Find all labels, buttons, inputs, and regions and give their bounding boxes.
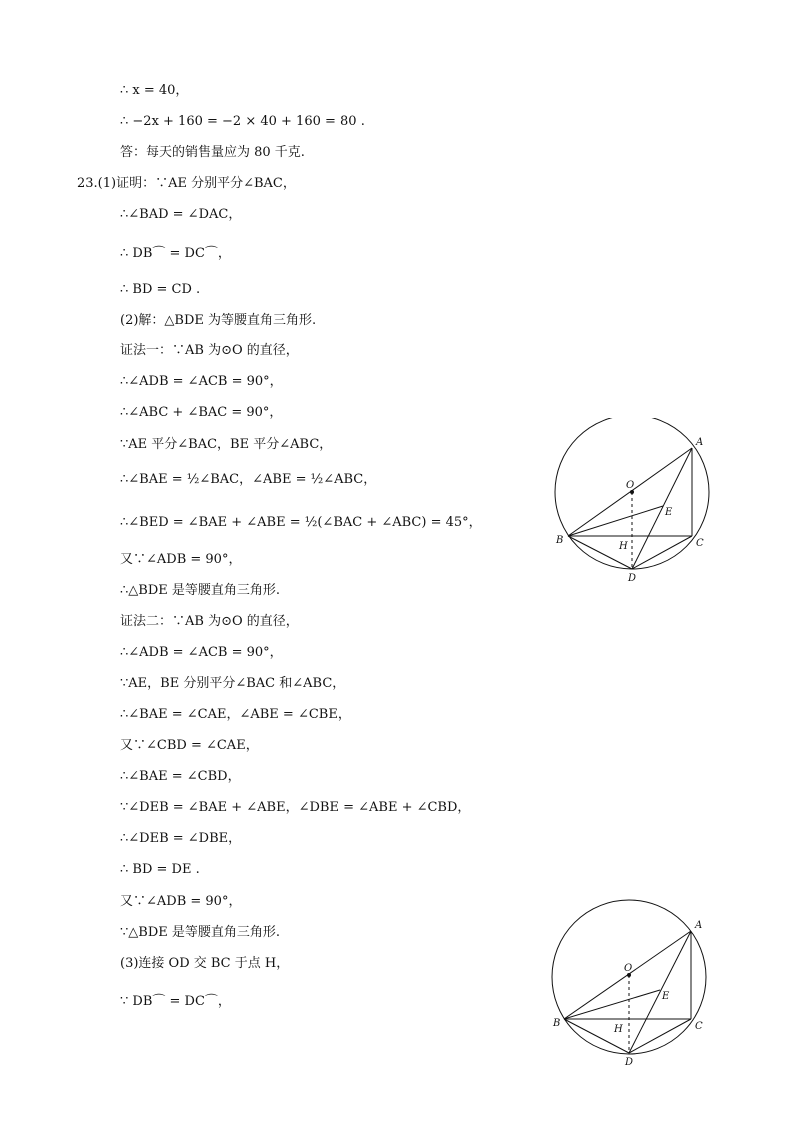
label-d: D <box>628 573 637 584</box>
line-29: ∵ DB⌒ = DC⌒， <box>120 994 231 1009</box>
line-21: 又∵∠CBD = ∠CAE， <box>120 738 259 753</box>
segment-ad <box>629 931 691 1053</box>
label-b: B <box>553 1018 561 1029</box>
label-e: E <box>665 507 673 518</box>
line-24: ∴∠DEB = ∠DBE， <box>120 831 242 846</box>
line-15: 又∵∠ADB = 90°， <box>120 552 242 567</box>
geometry-figure-1 <box>546 418 726 588</box>
line-12: ∵AE 平分∠BAC，BE 平分∠ABC， <box>120 437 333 452</box>
segment-be <box>568 506 663 536</box>
line-26: 又∵∠ADB = 90°， <box>120 894 242 909</box>
circle-diagram <box>546 895 726 1070</box>
label-h: H <box>619 541 628 552</box>
line-9: 证法一：∵AB 为⊙O 的直径， <box>120 343 299 358</box>
circle-diagram <box>546 418 726 588</box>
line-28: (3)连接 OD 交 BC 于点 H， <box>120 956 290 971</box>
line-1: ∴ x = 40， <box>120 83 189 98</box>
label-h: H <box>614 1024 623 1035</box>
label-a: A <box>695 920 703 931</box>
segment-dc <box>632 536 692 569</box>
line-5: ∴∠BAD = ∠DAC， <box>120 207 242 222</box>
line-2: ∴ −2x + 160 = −2 × 40 + 160 = 80 . <box>120 114 365 129</box>
line-19: ∵AE，BE 分别平分∠BAC 和∠ABC， <box>120 676 346 691</box>
line-22: ∴∠BAE = ∠CBD， <box>120 769 241 784</box>
line-27: ∵△BDE 是等腰直角三角形. <box>120 925 280 940</box>
line-13: ∴∠BAE = ½∠BAC，∠ABE = ½∠ABC， <box>120 472 377 487</box>
line-23: ∵∠DEB = ∠BAE + ∠ABE，∠DBE = ∠ABE + ∠CBD， <box>120 800 471 815</box>
line-6: ∴ DB⌒ = DC⌒， <box>120 246 231 261</box>
label-e: E <box>662 991 670 1002</box>
line-7: ∴ BD = CD . <box>120 282 201 297</box>
label-o: O <box>626 480 635 491</box>
line-10: ∴∠ADB = ∠ACB = 90°， <box>120 374 283 389</box>
segment-ad <box>632 448 692 569</box>
line-14: ∴∠BED = ∠BAE + ∠ABE = ½(∠BAC + ∠ABC) = 45°， <box>120 515 482 530</box>
line-11: ∴∠ABC + ∠BAC = 90°， <box>120 405 283 420</box>
line-16: ∴△BDE 是等腰直角三角形. <box>120 583 280 598</box>
label-c: C <box>696 538 704 549</box>
line-20: ∴∠BAE = ∠CAE，∠ABE = ∠CBE， <box>120 707 351 722</box>
label-a: A <box>696 437 704 448</box>
line-8: (2)解：△BDE 为等腰直角三角形. <box>120 313 317 328</box>
line-18: ∴∠ADB = ∠ACB = 90°， <box>120 645 283 660</box>
line-25: ∴ BD = DE . <box>120 862 200 877</box>
label-b: B <box>556 535 564 546</box>
line-3: 答：每天的销售量应为 80 千克. <box>120 145 305 160</box>
label-d: D <box>625 1057 634 1068</box>
segment-be <box>564 990 660 1019</box>
label-o: O <box>624 963 633 974</box>
label-c: C <box>695 1021 703 1032</box>
line-4: 23.(1)证明：∵AE 分别平分∠BAC， <box>77 176 296 191</box>
line-17: 证法二：∵AB 为⊙O 的直径， <box>120 614 299 629</box>
geometry-figure-2 <box>546 895 726 1070</box>
